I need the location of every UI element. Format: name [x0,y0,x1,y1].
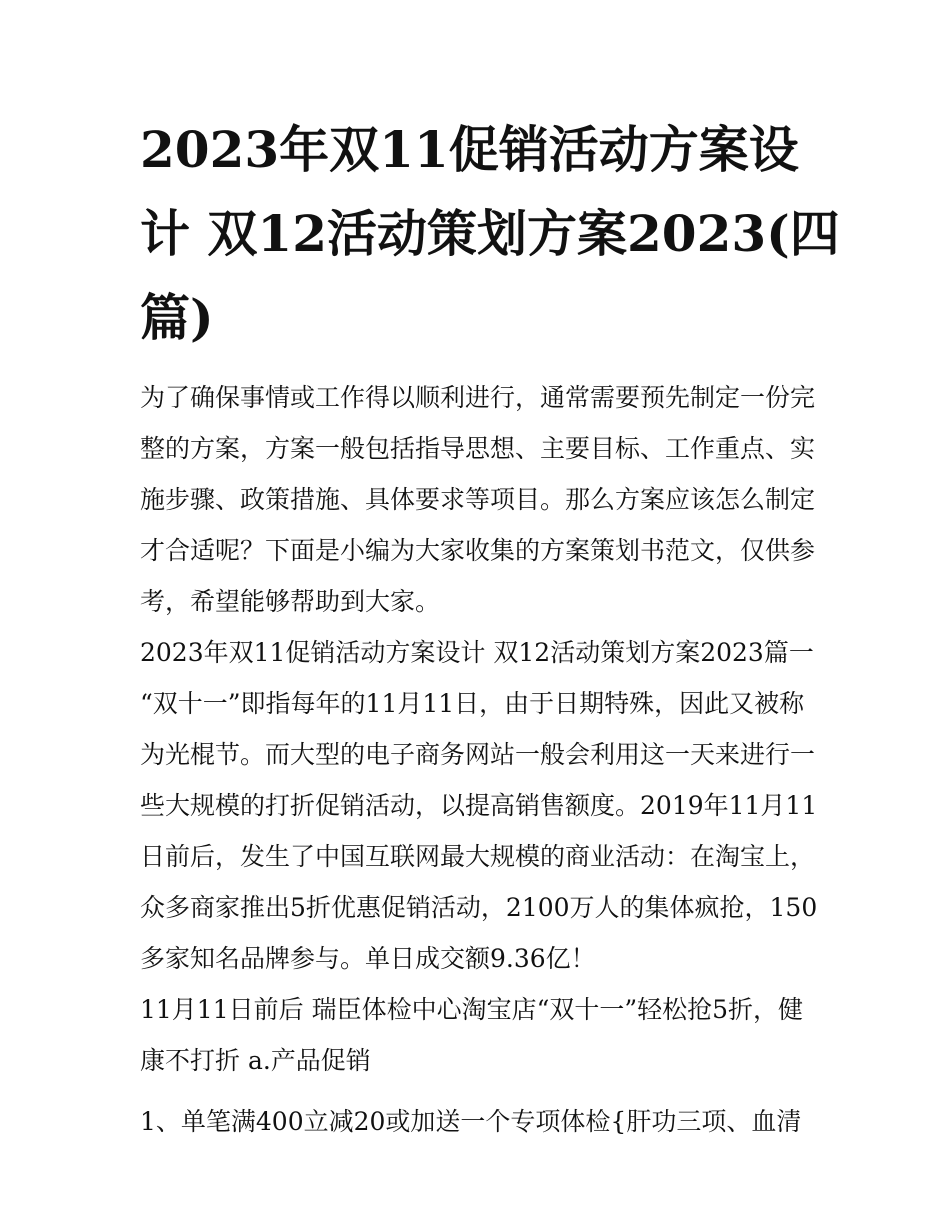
promo-paragraph [140,984,820,1086]
list-item [140,1096,820,1147]
body-line: 些大规模的打折促销活动，以提高销售额度。2019年11月11 [140,791,818,820]
title-line: 计 双12活动策划方案2023(四 [140,204,840,263]
promo-line: 康不打折 a.产品促销 [140,1046,371,1075]
title-line: 篇) [140,288,214,347]
intro-line: 施步骤、政策措施、具体要求等项目。那么方案应该怎么制定 [140,485,816,514]
document-page [140,108,840,1147]
intro-paragraph [140,372,820,627]
body-line: 众多商家推出5折优惠促销活动，2100万人的集体疯抢，150 [140,893,818,922]
section-heading-text: 2023年双11促销活动方案设计 双12活动策划方案2023篇一 [140,638,814,667]
section-heading [140,627,820,678]
body-line: 为光棍节。而大型的电子商务网站一般会利用这一天来进行一 [140,740,816,769]
body-line: 多家知名品牌参与。单日成交额9.36亿！ [140,944,596,973]
intro-line: 为了确保事情或工作得以顺利进行，通常需要预先制定一份完 [140,383,816,412]
document-title [140,108,840,360]
intro-line: 考，希望能够帮助到大家。 [140,587,441,616]
title-line: 2023年双11促销活动方案设 [140,120,799,179]
intro-line: 才合适呢？下面是小编为大家收集的方案策划书范文，仅供参 [140,536,816,565]
list-item-line: 1、单笔满400立减20或加送一个专项体检{肝功三项、血清 [140,1107,802,1136]
body-line: 日前后，发生了中国互联网最大规模的商业活动：在淘宝上， [140,842,816,871]
body-paragraph [140,678,820,984]
promo-line: 11月11日前后 瑞臣体检中心淘宝店“双十一”轻松抢5折，健 [140,995,804,1024]
body-line: “双十一”即指每年的11月11日，由于日期特殊，因此又被称 [140,689,805,718]
intro-line: 整的方案，方案一般包括指导思想、主要目标、工作重点、实 [140,434,816,463]
